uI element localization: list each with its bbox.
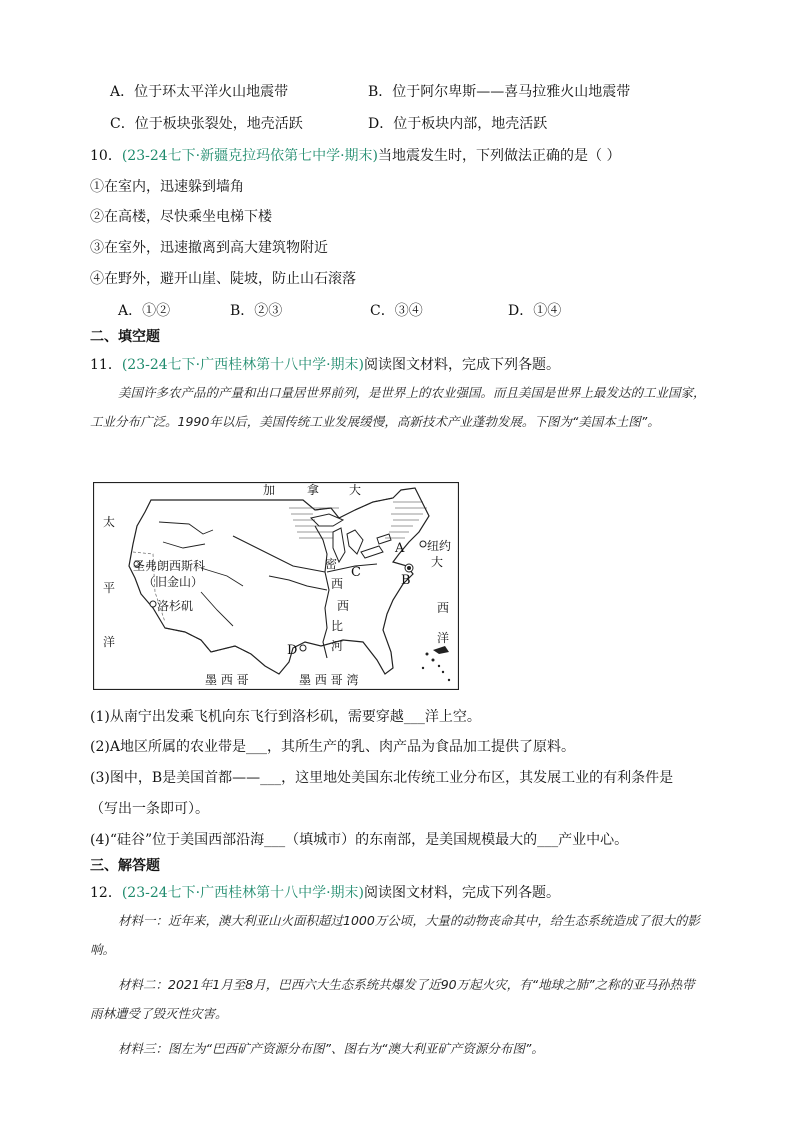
q10-option-c: C．③④ xyxy=(370,303,423,319)
b-marker-dot xyxy=(407,566,411,570)
question-number: 11． xyxy=(90,357,122,373)
label-river-5: 河 xyxy=(331,639,344,653)
q9-option-d: D．位于板块内部，地壳活跃 xyxy=(368,116,548,132)
q11-material: 美国许多农产品的产量和出口量居世界前列，是世界上的农业强国。而且美国是世界上最发达的工业国家，工业分布广泛。1990年以后，美国传统工业发展缓慢，高新技术产业蓬勃发展。下图为“美国本土图”。 xyxy=(90,385,706,429)
label-gulf: 墨 西 哥 湾 xyxy=(299,673,359,687)
label-atlantic-3: 洋 xyxy=(437,631,450,645)
q10-item-3: ③在室外，迅速撤离到高大建筑物附近 xyxy=(90,240,328,256)
label-mexico: 墨 西 哥 xyxy=(205,673,249,687)
q11-sub-2: (2)A地区所属的农业带是___，其所生产的乳、肉产品为食品加工提供了原料。 xyxy=(90,739,575,755)
label-atlantic-2: 西 xyxy=(437,601,450,615)
q10-item-2: ②在高楼，尽快乘坐电梯下楼 xyxy=(90,209,272,225)
q10-item-4: ④在野外，避开山崖、陡坡，防止山石滚落 xyxy=(90,271,356,287)
q12-material-3: 材料三：图左为“巴西矿产资源分布图”、图右为“澳大利亚矿产资源分布图”。 xyxy=(118,1041,544,1056)
label-sf-old: （旧金山） xyxy=(143,575,204,589)
label-river-1: 密 xyxy=(325,557,338,571)
ny-marker xyxy=(420,541,426,547)
q11-sub-4: (4)“硅谷”位于美国西部沿海___（填城市）的东南部，是美国规模最大的___产业中心。 xyxy=(90,832,629,848)
label-river-4: 比 xyxy=(331,619,344,633)
question-number: 10． xyxy=(90,148,122,164)
label-b: B xyxy=(401,573,411,588)
label-ny: 纽约 xyxy=(427,539,452,553)
q10-item-1: ①在室内，迅速躲到墙角 xyxy=(90,179,244,195)
q11-stem-line xyxy=(90,356,560,374)
label-pacific-2: 平 xyxy=(103,581,116,595)
label-la: 洛杉矶 xyxy=(157,599,194,613)
question-stem: 阅读图文材料，完成下列各题。 xyxy=(364,885,561,901)
label-canada-3: 大 xyxy=(349,483,362,497)
question-stem: 阅读图文材料，完成下列各题。 xyxy=(364,357,561,373)
label-river-3: 西 xyxy=(337,599,350,613)
q10-option-a: A．①② xyxy=(118,303,171,319)
q11-sub-3: (3)图中，B是美国首都——___，这里地处美国东北传统工业分布区，其发展工业的有利条件是 xyxy=(90,770,674,786)
q12-material-1: 材料一：近年来，澳大利亚山火面积超过1000万公顷，大量的动物丧命其中，给生态系统造成了很大的影响。 xyxy=(90,913,700,957)
label-pacific-1: 太 xyxy=(103,515,116,529)
label-a: A xyxy=(395,541,405,556)
q10-stem-line xyxy=(90,147,620,165)
label-canada-1: 加 xyxy=(263,483,276,497)
question-source: (23-24七下·新疆克拉玛依第七中学·期末) xyxy=(121,148,379,164)
label-c: C xyxy=(351,565,361,580)
q11-sub-1: (1)从南宁出发乘飞机向东飞行到洛杉矶，需要穿越___洋上空。 xyxy=(90,709,481,725)
label-canada-2: 拿 xyxy=(307,483,320,497)
d-marker xyxy=(300,645,306,651)
label-sf: 圣弗朗西斯科 xyxy=(133,559,206,573)
la-marker xyxy=(150,601,156,607)
q11-sub-3-cont: （写出一条即可）。 xyxy=(90,801,209,817)
q10-option-d: D．①④ xyxy=(508,303,562,319)
q10-option-b: B．②③ xyxy=(230,303,283,319)
section-heading-answer: 三、解答题 xyxy=(90,858,160,874)
q9-option-b: B．位于阿尔卑斯——喜马拉雅火山地震带 xyxy=(368,84,631,100)
q12-stem-line xyxy=(90,884,560,902)
question-source: (23-24七下·广西桂林第十八中学·期末) xyxy=(121,357,365,373)
section-heading-fill: 二、填空题 xyxy=(90,329,160,345)
q9-option-a: A．位于环太平洋火山地震带 xyxy=(110,84,289,100)
us-map xyxy=(93,482,459,690)
question-stem: 当地震发生时，下列做法正确的是（ ） xyxy=(378,148,621,164)
question-source: (23-24七下·广西桂林第十八中学·期末) xyxy=(121,885,365,901)
q12-material-2: 材料二：2021年1月至8月，巴西六大生态系统共爆发了近90万起火灾，有“地球之肺”之称的亚马孙热带雨林遭受了毁灭性灾害。 xyxy=(90,977,695,1021)
question-number: 12． xyxy=(90,885,122,901)
label-river-2: 西 xyxy=(331,577,344,591)
q9-option-c: C．位于板块张裂处，地壳活跃 xyxy=(110,116,303,132)
label-atlantic-1: 大 xyxy=(431,555,444,569)
label-d: D xyxy=(287,643,298,658)
label-pacific-3: 洋 xyxy=(103,635,116,649)
